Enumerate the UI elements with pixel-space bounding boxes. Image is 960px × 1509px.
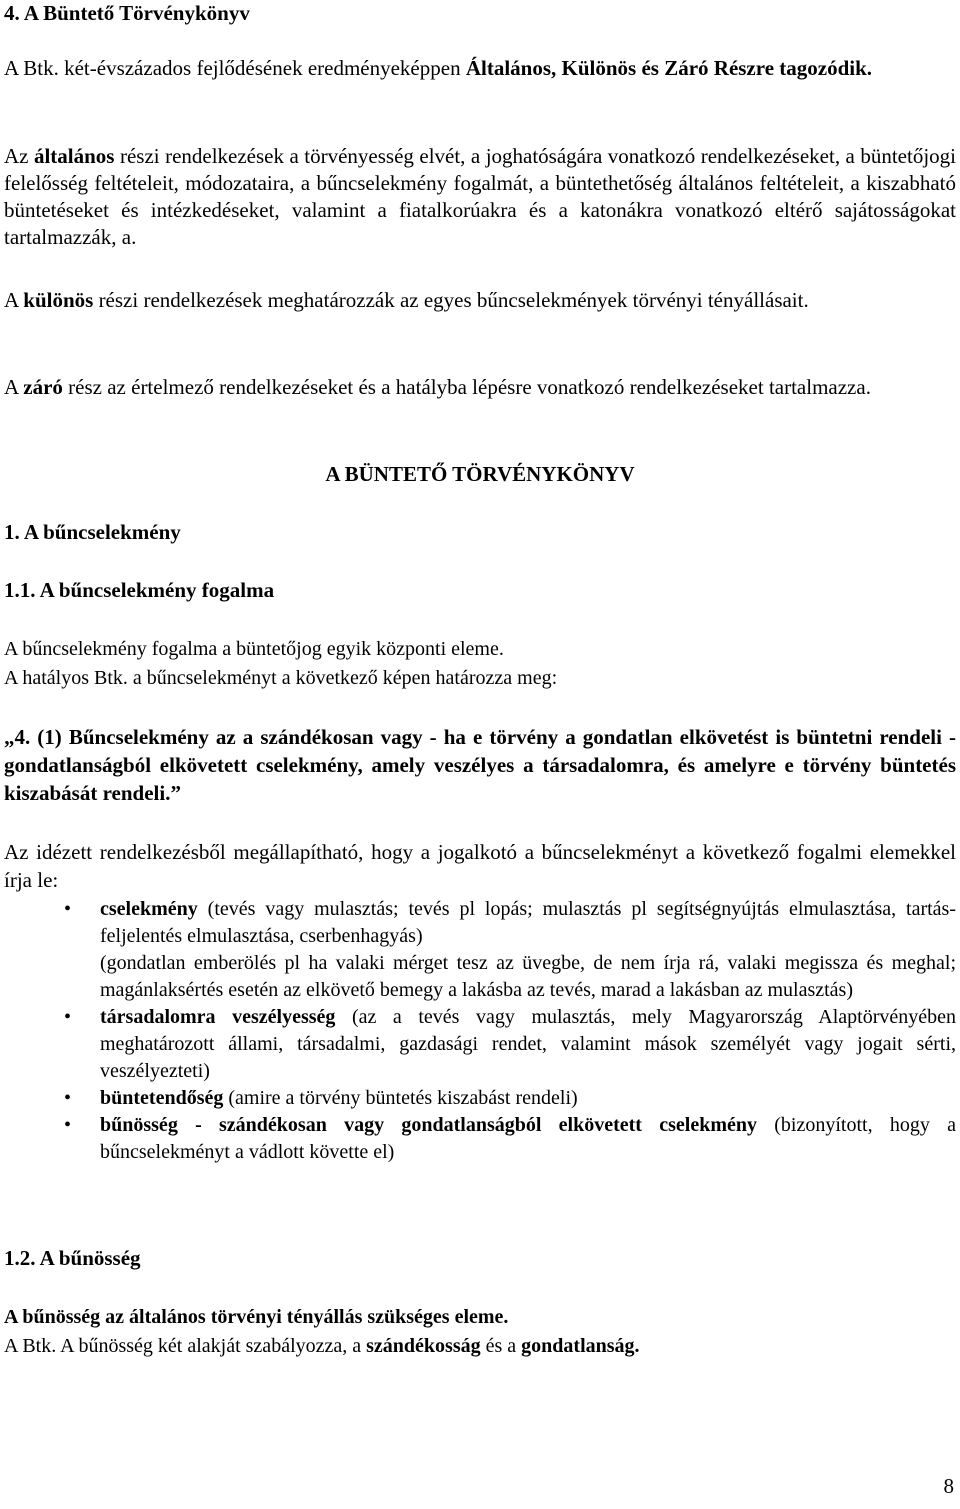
derived-paragraph: Az idézett rendelkezésből megállapítható, hogy a jogalkotó a bűncselekményt a következő fogalmi elemekkel írja le:: [4, 840, 956, 892]
list-item-text: (amire a törvény büntetés kiszabást rendeli): [223, 1087, 578, 1109]
document-page: [4, 0, 956, 1509]
list-item-term: társadalomra veszélyesség: [100, 1006, 336, 1028]
list-item-text: (az a tevés vagy mulasztás, mely Magyarország Alaptörvényében meghatározott állami, társadalmi, gazdasági rendet, valamint mások személyét vagy jogait sérti, veszélyezteti): [100, 1006, 956, 1082]
bullet-dot: •: [64, 1006, 72, 1028]
list-item: [4, 1004, 956, 1085]
guilt-bold-2: gondatlanság.: [521, 1335, 640, 1357]
general-part-paragraph: [4, 143, 956, 251]
definition-line-2: A hatályos Btk. a bűncselekményt a következő képen határozza meg:: [4, 667, 558, 689]
guilt-bold-1: szándékosság: [366, 1335, 481, 1357]
bullet-dot: •: [64, 1114, 72, 1136]
section-1-1-heading: 1.1. A bűncselekmény fogalma: [4, 578, 275, 602]
special-bold: különös: [23, 288, 94, 312]
special-part-paragraph: [4, 287, 956, 314]
section-1-heading: 1. A bűncselekmény: [4, 520, 181, 544]
general-bold: általános: [33, 144, 115, 168]
definition-line-1: A bűncselekmény fogalma a büntetőjog egyik központi eleme.: [4, 638, 504, 660]
closing-part-paragraph: [4, 374, 956, 401]
center-title: A BÜNTETŐ TÖRVÉNYKÖNYV: [325, 462, 635, 486]
section-1-2-heading: 1.2. A bűnösség: [4, 1246, 141, 1270]
guilt-forms-line: [4, 1333, 956, 1359]
list-item: [4, 896, 956, 1004]
intro-text: A Btk. két-évszázados fejlődésének eredményeképpen: [4, 56, 466, 80]
statute-quote: „4. (1) Bűncselekmény az a szándékosan vagy - ha e törvény a gondatlan elkövetést is büntetni rendeli - gondatlanságból elkövetett cselekmény, amely veszélyes a társadalomra, és amelyre e törvény büntetés kiszabását rendeli.”: [4, 725, 956, 805]
bullet-dot: •: [64, 1087, 72, 1109]
list-item-extra: (gondatlan emberölés pl ha valaki mérget tesz az üvegbe, de nem írja rá, valaki megissza és meghal; magánlaksértés esetén az elkövető bemegy a lakásba az tevés, marad a lakásban az mulasztás): [100, 952, 956, 1001]
special-text-2: részi rendelkezések meghatározzák az egyes bűncselekmények törvényi tényállásait.: [93, 288, 809, 312]
bullet-dot: •: [64, 898, 72, 920]
general-text-1: Az: [4, 144, 34, 168]
special-text-1: A: [4, 288, 24, 312]
general-text-2: részi rendelkezések a törvényesség elvét, a joghatóságára vonatkozó rendelkezéseket, a büntetőjogi felelősség feltételeit, módozataira, a bűncselekmény fogalmát, a büntethetőség általános feltételeit, a kiszabható büntetéseket és intézkedéseket, valamint a fiatalkorúakra és a katonákra vonatkozó eltérő sajátosságokat tartalmazzák, a.: [4, 144, 956, 249]
intro-bold: Általános, Különös és Záró Részre tagozódik.: [465, 56, 873, 80]
guilt-text-1: A Btk. A bűnösség két alakját szabályozza, a: [4, 1335, 367, 1357]
list-item-term: cselekmény: [100, 898, 198, 920]
list-item-term: büntetendőség: [100, 1087, 224, 1109]
list-item-text: (tevés vagy mulasztás; tevés pl lopás; mulasztás pl segítségnyújtás elmulasztása, tartás- feljelentés elmulasztása, cserbenhagyás): [100, 898, 956, 947]
list-item: [4, 1112, 956, 1166]
elements-list: [4, 896, 956, 1166]
guilt-statement: A bűnösség az általános törvényi tényállás szükséges eleme.: [4, 1306, 509, 1328]
guilt-text-2: és a: [480, 1335, 522, 1357]
intro-paragraph: [4, 55, 956, 82]
page-number: 8: [943, 1474, 954, 1498]
chapter-heading: 4. A Büntető Törvénykönyv: [4, 1, 250, 25]
list-item-text: (bizonyított, hogy a bűncselekményt a vádlott követte el): [100, 1114, 956, 1163]
list-item: [4, 1085, 956, 1112]
closing-bold: záró: [23, 375, 63, 399]
closing-text-2: rész az értelmező rendelkezéseket és a hatályba lépésre vonatkozó rendelkezéseket tartalmazza.: [62, 375, 871, 399]
closing-text-1: A: [4, 375, 24, 399]
list-item-term: bűnösség - szándékosan vagy gondatlanságból elkövetett cselekmény: [100, 1114, 757, 1136]
